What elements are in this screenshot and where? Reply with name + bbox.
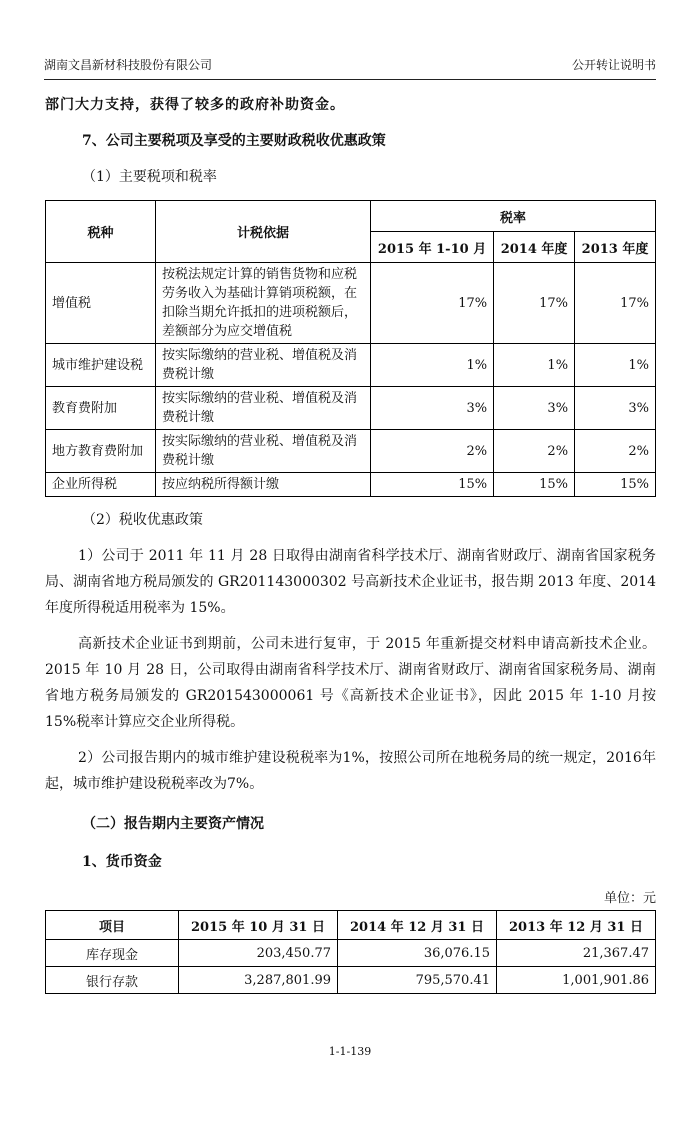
cash-header-date: 2015 年 10 月 31 日 — [179, 911, 338, 940]
tax-name: 教育费附加 — [46, 387, 156, 430]
period-header: 2014 年度 — [494, 232, 575, 263]
cash-value: 1,001,901.86 — [497, 967, 656, 994]
tax-basis: 按实际缴纳的营业税、增值税及消费税计缴 — [156, 430, 371, 473]
cash-item: 库存现金 — [46, 940, 179, 967]
table-row — [46, 430, 656, 473]
table-row — [46, 263, 656, 344]
tax-basis: 按应纳税所得额计缴 — [156, 473, 371, 497]
header-doc-type: 公开转让说明书 — [571, 58, 656, 72]
tax-basis: 按税法规定计算的销售货物和应税劳务收入为基础计算销项税额，在扣除当期允许抵扣的进项税额后，差额部分为应交增值税 — [156, 263, 371, 344]
tax-rate: 2% — [371, 430, 494, 473]
tax-col-header: 税种 — [46, 201, 156, 263]
cash-value: 36,076.15 — [338, 940, 497, 967]
cash-header-date: 2014 年 12 月 31 日 — [338, 911, 497, 940]
cash-header-item: 项目 — [46, 911, 179, 940]
cash-value: 21,367.47 — [497, 940, 656, 967]
tax-name: 城市维护建设税 — [46, 344, 156, 387]
tax-name: 增值税 — [46, 263, 156, 344]
cash-item: 银行存款 — [46, 967, 179, 994]
header-company: 湖南文昌新材科技股份有限公司 — [44, 58, 213, 72]
page-number: 1-1-139 — [328, 1045, 372, 1058]
tax-rate: 15% — [575, 473, 656, 497]
section2-title: （二）报告期内主要资产情况 — [82, 816, 264, 832]
unit-label: 单位：元 — [603, 891, 656, 906]
tax-rate: 17% — [371, 263, 494, 344]
sub1-title: （1）主要税项和税率 — [82, 169, 217, 185]
cash-value: 795,570.41 — [338, 967, 497, 994]
policy-paragraph-2: 高新技术企业证书到期前，公司未进行复审，于 2015 年重新提交材料申请高新技术企业。2015 年 10 月 28 日，公司取得由湖南省科学技术厅、湖南省财政厅、湖南省国家税务局、湖南省地方税务局颁发的 GR201543000061 号《高新技术企业证书》，因此 2015 年 1-10 月按 15%税率计算应交企业所得税。 — [45, 636, 656, 730]
tax-rate: 3% — [575, 387, 656, 430]
tax-basis: 按实际缴纳的营业税、增值税及消费税计缴 — [156, 344, 371, 387]
table-row — [46, 344, 656, 387]
cash-table — [45, 910, 656, 994]
tax-rate: 3% — [371, 387, 494, 430]
tax-rate: 3% — [494, 387, 575, 430]
rate-col-header: 税率 — [371, 201, 656, 232]
cash-header-date: 2013 年 12 月 31 日 — [497, 911, 656, 940]
section7-title: 7、公司主要税项及享受的主要财政税收优惠政策 — [82, 133, 386, 149]
tax-rate: 15% — [494, 473, 575, 497]
tax-rate: 2% — [494, 430, 575, 473]
table-row — [46, 940, 656, 967]
cash-value: 203,450.77 — [179, 940, 338, 967]
tax-rate: 1% — [575, 344, 656, 387]
section2-1-title: 1、货币资金 — [82, 854, 162, 870]
tax-rate: 17% — [575, 263, 656, 344]
tax-basis: 按实际缴纳的营业税、增值税及消费税计缴 — [156, 387, 371, 430]
tax-table — [45, 200, 656, 497]
policy-paragraph-3: 2）公司报告期内的城市维护建设税税率为1%，按照公司所在地税务局的统一规定，2016年起，城市维护建设税税率改为7%。 — [45, 750, 656, 792]
header-divider — [44, 79, 656, 80]
period-header: 2013 年度 — [575, 232, 656, 263]
tax-name: 企业所得税 — [46, 473, 156, 497]
cash-value: 3,287,801.99 — [179, 967, 338, 994]
table-row — [46, 967, 656, 994]
page-header — [44, 56, 656, 73]
period-header: 2015 年 1-10 月 — [371, 232, 494, 263]
tax-rate: 15% — [371, 473, 494, 497]
sub2-title: （2）税收优惠政策 — [82, 512, 203, 528]
basis-col-header: 计税依据 — [156, 201, 371, 263]
page-content — [45, 94, 656, 994]
tax-rate: 17% — [494, 263, 575, 344]
tax-rate: 1% — [371, 344, 494, 387]
policy-paragraph-1: 1）公司于 2011 年 11 月 28 日取得由湖南省科学技术厅、湖南省财政厅、湖南省国家税务局、湖南省地方税局颁发的 GR201143000302 号高新技术企业证书，报告期 2013 年度、2014 年度所得税适用税率为 15%。 — [45, 548, 656, 616]
tax-rate: 2% — [575, 430, 656, 473]
intro-line: 部门大力支持，获得了较多的政府补助资金。 — [45, 97, 345, 113]
tax-rate: 1% — [494, 344, 575, 387]
table-row — [46, 473, 656, 497]
table-row — [46, 387, 656, 430]
tax-name: 地方教育费附加 — [46, 430, 156, 473]
